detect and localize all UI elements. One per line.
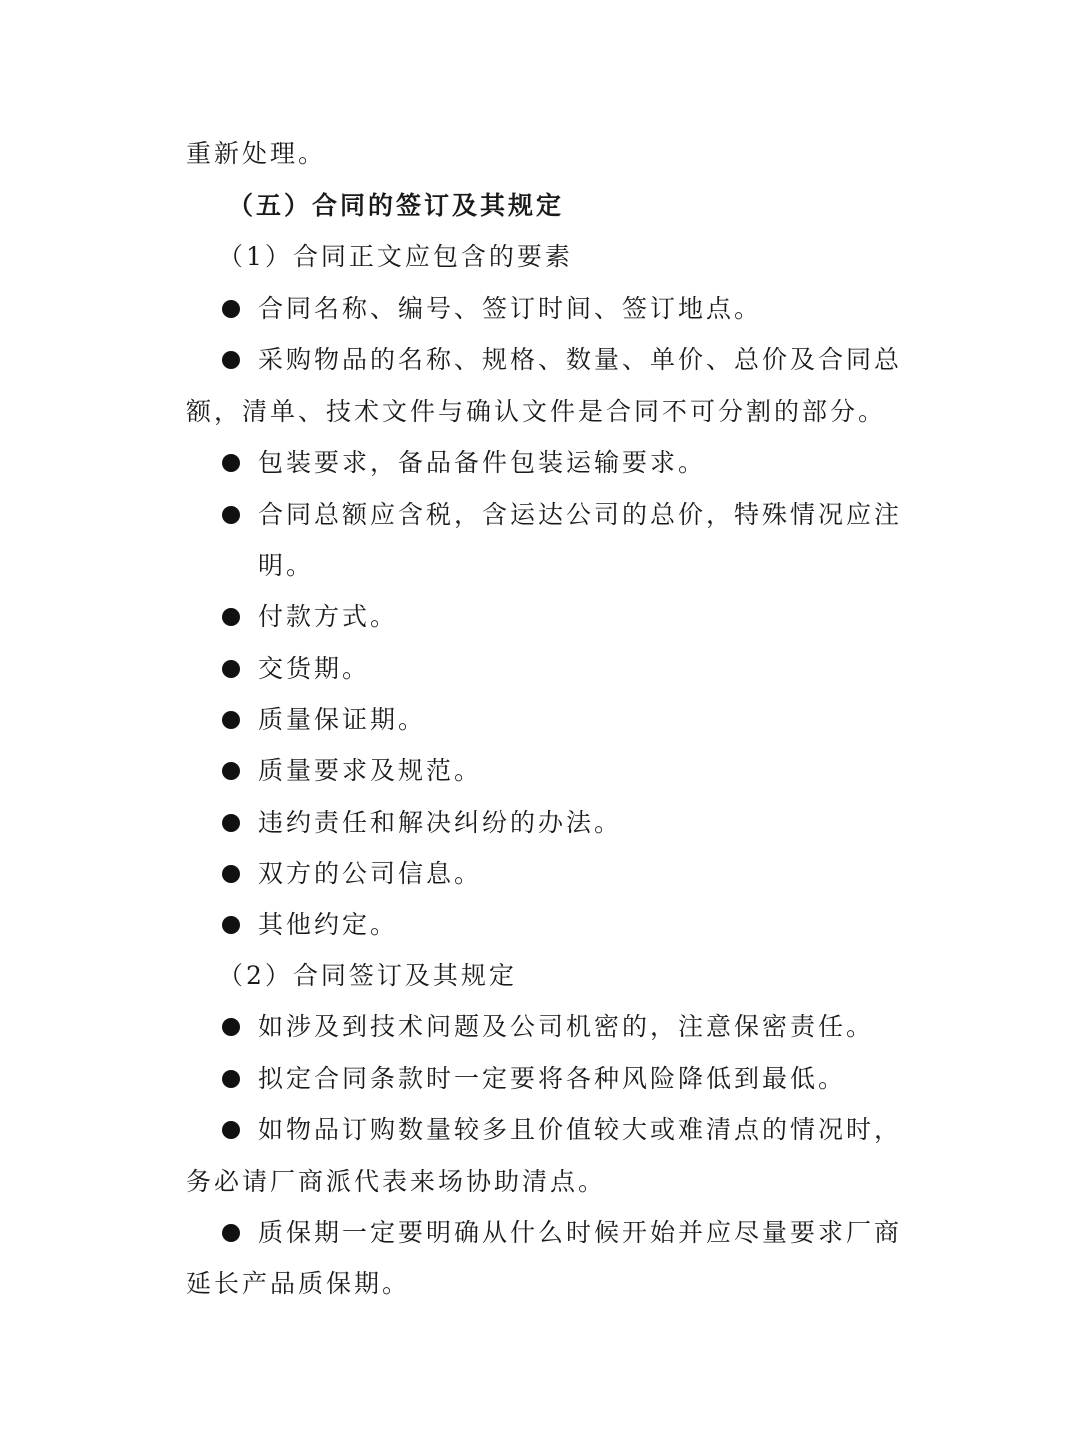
bullet-icon [222,454,240,472]
list-item-text: 违约责任和解决纠纷的办法。 [258,808,623,837]
list-item [0,797,1080,848]
list-item-text: 额，清单、技术文件与确认文件是合同不可分割的部分。 [186,397,887,426]
list-item [0,437,1080,488]
list-item [0,489,1080,540]
list-item-continuation [0,540,1080,591]
subsection-1-title-text: （1）合同正文应包含的要素 [218,242,573,271]
bullet-icon [222,865,240,883]
list-item-text: 明。 [258,551,315,580]
list-item [0,1001,1080,1052]
bullet-icon [222,506,240,524]
list-item [0,334,1080,385]
bullet-icon [222,300,240,318]
list-item-text: 包装要求，备品备件包装运输要求。 [258,448,707,477]
bullet-icon [222,1224,240,1242]
list-item [0,1207,1080,1258]
list-item-text: 拟定合同条款时一定要将各种风险降低到最低。 [258,1064,847,1093]
continuation-line [0,128,1080,179]
list-item-text: 双方的公司信息。 [258,859,483,888]
bullet-icon [222,660,240,678]
list-item-text: 务必请厂商派代表来场协助清点。 [186,1167,607,1196]
bullet-icon [222,814,240,832]
list-item-continuation [0,386,1080,437]
list-item-text: 延长产品质保期。 [186,1269,411,1298]
bullet-icon [222,916,240,934]
list-item [0,591,1080,642]
list-item [0,1053,1080,1104]
list-item-text: 如涉及到技术问题及公司机密的，注意保密责任。 [258,1012,875,1041]
section-heading-text: （五）合同的签订及其规定 [228,191,565,220]
list-item [0,848,1080,899]
list-item-text: 交货期。 [258,654,371,683]
list-item-text: 采购物品的名称、规格、数量、单价、总价及合同总 [258,345,903,374]
list-item [0,745,1080,796]
subsection-2-title [0,950,1080,1001]
continuation-text: 重新处理。 [186,139,327,168]
list-item-text: 付款方式。 [258,602,399,631]
list-item [0,694,1080,745]
list-item-text: 质量要求及规范。 [258,756,483,785]
list-item [0,899,1080,950]
list-item-text: 合同总额应含税，含运达公司的总价，特殊情况应注 [258,500,903,529]
list-item [0,1104,1080,1155]
subsection-2-title-text: （2）合同签订及其规定 [218,961,517,990]
list-item-text: 质保期一定要明确从什么时候开始并应尽量要求厂商 [258,1218,903,1247]
list-item-text: 合同名称、编号、签订时间、签订地点。 [258,294,763,323]
section-heading [0,180,1080,231]
bullet-icon [222,1070,240,1088]
subsection-1-title [0,231,1080,282]
list-item [0,283,1080,334]
list-item-text: 其他约定。 [258,910,399,939]
bullet-icon [222,351,240,369]
bullet-icon [222,1121,240,1139]
bullet-icon [222,762,240,780]
list-item-text: 如物品订购数量较多且价值较大或难清点的情况时， [258,1115,903,1144]
bullet-icon [222,1018,240,1036]
bullet-icon [222,608,240,626]
list-item [0,643,1080,694]
list-item-continuation [0,1156,1080,1207]
list-item-text: 质量保证期。 [258,705,427,734]
bullet-icon [222,711,240,729]
list-item-continuation [0,1258,1080,1309]
